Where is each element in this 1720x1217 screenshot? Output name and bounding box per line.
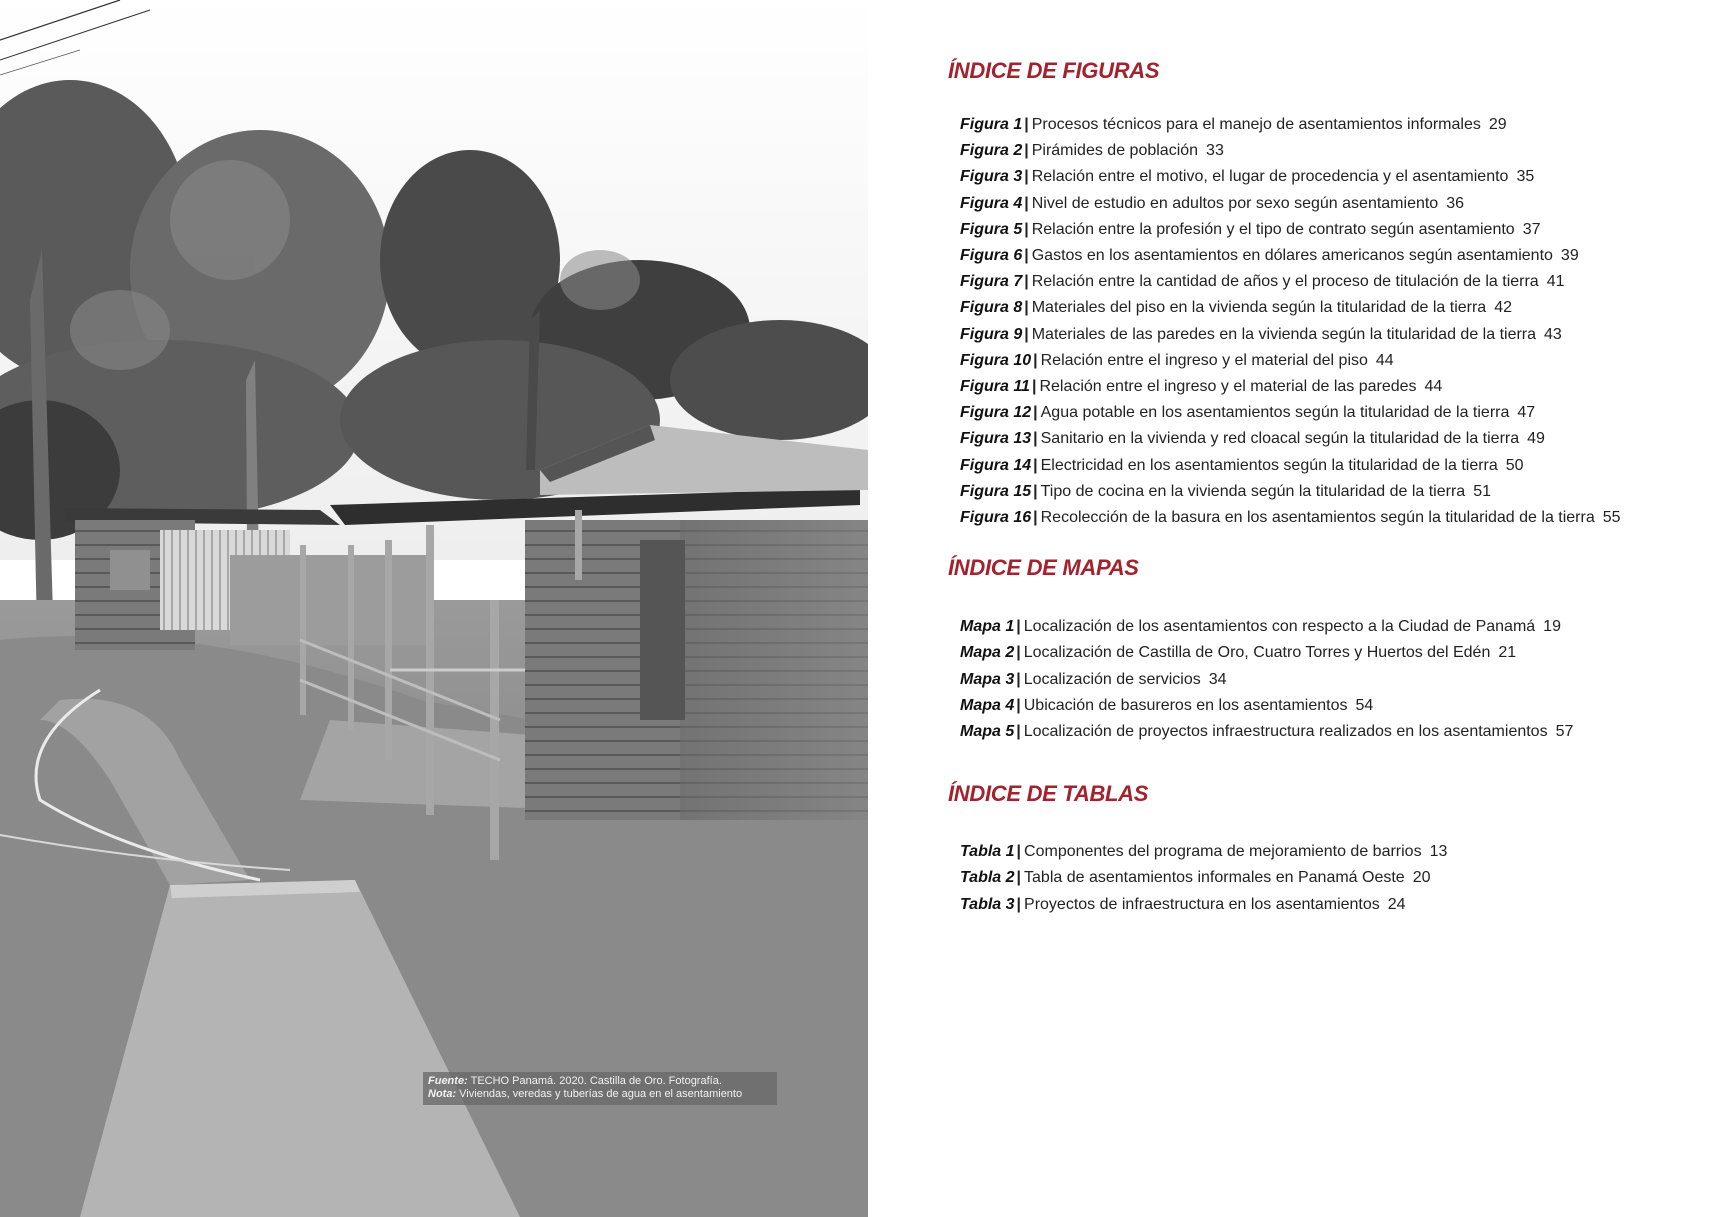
item-page: 51 xyxy=(1473,482,1491,500)
list-item: Mapa 3 | Localización de servicios 34 xyxy=(960,670,1227,688)
list-item: Tabla 3 | Proyectos de infraestructura en los asentamientos 24 xyxy=(960,895,1406,913)
item-text: Proyectos de infraestructura en los asentamientos xyxy=(1024,895,1380,913)
item-text: Localización de proyectos infraestructura realizados en los asentamientos xyxy=(1023,723,1548,741)
item-label: Mapa 2 xyxy=(960,644,1015,662)
figures-index-title: ÍNDICE DE FIGURAS xyxy=(948,58,1160,83)
item-text: Relación entre el ingreso y el material de las paredes xyxy=(1039,378,1417,396)
tables-index-title: ÍNDICE DE TABLAS xyxy=(948,781,1149,807)
item-page: 54 xyxy=(1355,696,1374,714)
item-label: Figura 12 xyxy=(960,404,1032,422)
figures-list xyxy=(948,112,1688,531)
item-page: 41 xyxy=(1546,273,1565,291)
list-item: Figura 5 | Relación entre la profesión y el tipo de contrato según asentamiento 37 xyxy=(960,220,1541,238)
item-label: Tabla 1 xyxy=(960,843,1015,861)
item-text: Pirámides de población xyxy=(1031,142,1199,160)
item-page: 57 xyxy=(1555,723,1574,741)
list-item: Tabla 1 | Componentes del programa de mejoramiento de barrios 13 xyxy=(960,843,1448,861)
item-label: Figura 13 xyxy=(960,430,1032,448)
item-text: Tabla de asentamientos informales en Panamá Oeste xyxy=(1024,869,1405,887)
list-item: Figura 2 | Pirámides de población 33 xyxy=(960,142,1224,160)
item-page: 35 xyxy=(1516,168,1535,186)
item-page: 20 xyxy=(1412,869,1431,887)
item-text: Ubicación de basureros en los asentamientos xyxy=(1023,696,1348,714)
item-page: 19 xyxy=(1543,618,1561,636)
item-page: 50 xyxy=(1505,456,1524,474)
item-label: Mapa 1 xyxy=(960,618,1015,636)
item-text: Componentes del programa de mejoramiento de barrios xyxy=(1024,843,1422,861)
item-text: Localización de los asentamientos con respecto a la Ciudad de Panamá xyxy=(1023,618,1536,636)
list-item: Figura 8 | Materiales del piso en la vivienda según la titularidad de la tierra 42 xyxy=(960,299,1512,317)
caption-note-text: Viviendas, veredas y tuberías de agua en el asentamiento xyxy=(459,1088,743,1100)
item-label: Figura 6 xyxy=(960,247,1023,265)
list-item: Figura 6 | Gastos en los asentamientos en dólares americanos según asentamiento 39 xyxy=(960,247,1579,265)
item-page: 42 xyxy=(1494,299,1512,317)
item-label: Mapa 5 xyxy=(960,723,1015,741)
item-label: Mapa 4 xyxy=(960,696,1015,714)
list-item: Mapa 4 | Ubicación de basureros en los asentamientos 54 xyxy=(960,696,1374,714)
list-item: Figura 15 | Tipo de cocina en la vivienda según la titularidad de la tierra 51 xyxy=(960,482,1491,500)
item-text: Procesos técnicos para el manejo de asentamientos informales xyxy=(1031,116,1481,133)
item-page: 33 xyxy=(1206,142,1224,160)
caption-source-label: Fuente: xyxy=(428,1075,468,1087)
caption-source xyxy=(428,1075,772,1088)
item-label: Figura 14 xyxy=(960,456,1032,474)
caption-note xyxy=(428,1088,772,1101)
list-item: Figura 12 | Agua potable en los asentamientos según la titularidad de la tierra 47 xyxy=(960,404,1536,422)
item-page: 34 xyxy=(1208,670,1227,688)
tables-list xyxy=(948,839,1688,918)
item-label: Figura 3 xyxy=(960,168,1023,186)
item-page: 36 xyxy=(1446,194,1464,212)
item-page: 47 xyxy=(1517,404,1536,422)
item-label: Tabla 3 xyxy=(960,895,1015,913)
item-text: Agua potable en los asentamientos según la titularidad de la tierra xyxy=(1040,404,1510,422)
item-label: Figura 15 xyxy=(960,482,1032,500)
item-text: Tipo de cocina en la vivienda según la titularidad de la tierra xyxy=(1040,482,1466,500)
list-item: Figura 13 | Sanitario en la vivienda y red cloacal según la titularidad de la tierra 49 xyxy=(960,430,1545,448)
list-item: Mapa 1 | Localización de los asentamientos con respecto a la Ciudad de Panamá 19 xyxy=(960,618,1561,636)
item-page: 37 xyxy=(1522,220,1541,238)
item-label: Figura 7 xyxy=(960,273,1023,291)
item-text: Sanitario en la vivienda y red cloacal según la titularidad de la tierra xyxy=(1040,430,1520,448)
index-page xyxy=(948,58,1688,918)
item-label: Figura 11 xyxy=(960,378,1030,396)
item-text: Nivel de estudio en adultos por sexo según asentamiento xyxy=(1031,194,1439,212)
item-label: Figura 16 xyxy=(960,509,1032,527)
caption-source-text: TECHO Panamá. 2020. Castilla de Oro. Fotografía. xyxy=(470,1075,722,1087)
item-text: Materiales del piso en la vivienda según la titularidad de la tierra xyxy=(1031,299,1487,317)
item-page: 21 xyxy=(1498,644,1517,662)
item-text: Relación entre el ingreso y el material del piso xyxy=(1040,351,1368,369)
item-label: Figura 1 xyxy=(960,116,1023,133)
maps-index-title: ÍNDICE DE MAPAS xyxy=(948,555,1139,581)
list-item: Mapa 5 | Localización de proyectos infraestructura realizados en los asentamientos 57 xyxy=(960,723,1574,741)
maps-index-section xyxy=(948,555,1688,745)
list-item: Figura 3 | Relación entre el motivo, el lugar de procedencia y el asentamiento 35 xyxy=(960,168,1535,186)
item-page: 43 xyxy=(1544,325,1562,343)
item-label: Figura 10 xyxy=(960,351,1032,369)
list-item: Figura 1 | Procesos técnicos para el manejo de asentamientos informales 29 xyxy=(960,116,1507,133)
item-label: Tabla 2 xyxy=(960,869,1015,887)
list-item: Figura 16 | Recolección de la basura en los asentamientos según la titularidad de la tierra 55 xyxy=(960,509,1621,527)
list-item: Figura 11 | Relación entre el ingreso y el material de las paredes 44 xyxy=(960,378,1443,396)
tables-index-section xyxy=(948,781,1688,918)
item-page: 44 xyxy=(1424,378,1443,396)
item-text: Gastos en los asentamientos en dólares americanos según asentamiento xyxy=(1031,247,1553,265)
item-label: Figura 9 xyxy=(960,325,1023,343)
item-text: Relación entre la profesión y el tipo de contrato según asentamiento xyxy=(1031,220,1515,238)
item-text: Localización de Castilla de Oro, Cuatro Torres y Huertos del Edén xyxy=(1023,644,1491,662)
item-text: Relación entre la cantidad de años y el proceso de titulación de la tierra xyxy=(1031,273,1539,291)
list-item: Figura 10 | Relación entre el ingreso y el material del piso 44 xyxy=(960,351,1394,369)
photo-caption xyxy=(423,1072,777,1105)
item-page: 49 xyxy=(1527,430,1545,448)
list-item: Figura 9 | Materiales de las paredes en la vivienda según la titularidad de la tierra 43 xyxy=(960,325,1562,343)
maps-list xyxy=(948,614,1688,745)
item-label: Mapa 3 xyxy=(960,670,1015,688)
list-item: Figura 14 | Electricidad en los asentamientos según la titularidad de la tierra 50 xyxy=(960,456,1524,474)
list-item: Figura 7 | Relación entre la cantidad de años y el proceso de titulación de la tierra 41 xyxy=(960,273,1565,291)
item-page: 55 xyxy=(1602,509,1621,527)
caption-note-label: Nota: xyxy=(428,1088,457,1100)
item-page: 39 xyxy=(1560,247,1579,265)
item-label: Figura 5 xyxy=(960,220,1023,238)
list-item: Mapa 2 | Localización de Castilla de Oro, Cuatro Torres y Huertos del Edén 21 xyxy=(960,644,1517,662)
item-text: Localización de servicios xyxy=(1023,670,1201,688)
item-text: Materiales de las paredes en la vivienda según la titularidad de la tierra xyxy=(1031,325,1537,343)
item-label: Figura 2 xyxy=(960,142,1023,160)
item-page: 44 xyxy=(1375,351,1394,369)
list-item: Tabla 2 | Tabla de asentamientos informales en Panamá Oeste 20 xyxy=(960,869,1431,887)
item-text: Electricidad en los asentamientos según la titularidad de la tierra xyxy=(1040,456,1498,474)
item-page: 24 xyxy=(1387,895,1406,913)
list-item: Figura 4 | Nivel de estudio en adultos por sexo según asentamiento 36 xyxy=(960,194,1464,212)
item-page: 29 xyxy=(1488,116,1507,133)
item-text: Recolección de la basura en los asentamientos según la titularidad de la tierra xyxy=(1040,509,1595,527)
item-label: Figura 4 xyxy=(960,194,1023,212)
item-label: Figura 8 xyxy=(960,299,1023,317)
item-page: 13 xyxy=(1429,843,1448,861)
figures-index-section xyxy=(948,58,1688,531)
item-text: Relación entre el motivo, el lugar de procedencia y el asentamiento xyxy=(1031,168,1509,186)
